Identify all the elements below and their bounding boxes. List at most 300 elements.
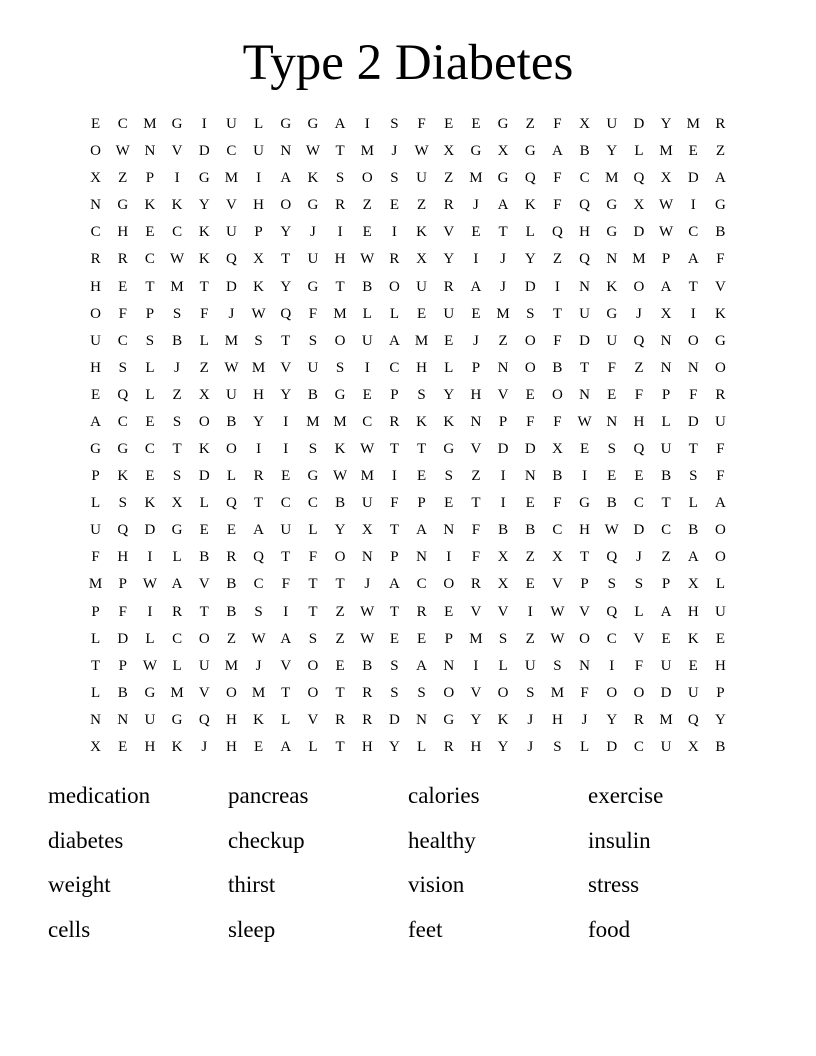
- grid-letter: K: [117, 468, 129, 485]
- grid-letter: T: [389, 603, 399, 620]
- grid-letter: A: [714, 495, 726, 512]
- grid-letter: P: [145, 305, 155, 322]
- grid-letter: A: [416, 522, 427, 539]
- grid-letter: B: [688, 522, 699, 539]
- grid-letter: V: [470, 441, 482, 458]
- grid-letter: X: [579, 116, 590, 133]
- grid-letter: O: [714, 359, 726, 376]
- grid-letter: Y: [280, 224, 292, 241]
- grid-letter: S: [172, 305, 182, 322]
- grid-letter: S: [553, 657, 562, 674]
- grid-letter: X: [198, 386, 210, 403]
- grid-letter: S: [254, 603, 263, 620]
- grid-letter: V: [470, 603, 482, 620]
- grid-letter: I: [364, 359, 370, 376]
- grid-letter: R: [362, 711, 373, 728]
- grid-letter: T: [308, 576, 318, 593]
- grid-letter: T: [281, 684, 291, 701]
- grid-letter: E: [715, 630, 725, 647]
- grid-letter: N: [660, 359, 672, 376]
- grid-letter: M: [224, 170, 239, 187]
- grid-letter: N: [443, 657, 455, 674]
- grid-letter: Q: [687, 711, 699, 728]
- grid-letter: X: [687, 738, 699, 755]
- grid-letter: W: [305, 143, 320, 160]
- grid-letter: P: [661, 251, 671, 268]
- grid-letter: G: [117, 197, 129, 214]
- grid-letter: F: [553, 170, 562, 187]
- grid-letter: N: [470, 413, 482, 430]
- grid-letter: S: [526, 305, 535, 322]
- grid-letter: C: [389, 359, 400, 376]
- grid-letter: Z: [335, 603, 345, 620]
- grid-letter: V: [198, 684, 210, 701]
- grid-letter: B: [362, 278, 373, 295]
- grid-letter: K: [334, 441, 346, 458]
- grid-letter: R: [389, 251, 400, 268]
- grid-letter: G: [198, 170, 210, 187]
- grid-letter: E: [579, 441, 590, 458]
- grid-letter: D: [660, 684, 672, 701]
- grid-letter: Q: [225, 495, 237, 512]
- grid-letter: L: [579, 738, 590, 755]
- grid-letter: P: [471, 359, 481, 376]
- grid-letter: W: [550, 603, 565, 620]
- grid-letter: E: [525, 495, 535, 512]
- grid-letter: N: [606, 251, 618, 268]
- grid-letter: M: [170, 278, 184, 295]
- grid-letter: M: [333, 305, 347, 322]
- grid-letter: P: [417, 495, 426, 512]
- grid-letter: G: [171, 116, 183, 133]
- grid-letter: P: [390, 386, 399, 403]
- grid-letter: O: [334, 549, 346, 566]
- grid-letter: A: [551, 143, 563, 160]
- grid-letter: C: [633, 738, 644, 755]
- grid-letter: K: [171, 738, 183, 755]
- grid-letter: Q: [198, 711, 210, 728]
- grid-letter: Y: [660, 116, 672, 133]
- grid-letter: S: [335, 359, 345, 376]
- grid-letter: M: [414, 332, 429, 349]
- grid-letter: M: [605, 170, 619, 187]
- grid-letter: E: [416, 305, 427, 322]
- grid-letter: B: [117, 684, 128, 701]
- grid-letter: E: [253, 738, 264, 755]
- grid-letter: X: [497, 576, 509, 593]
- grid-letter: Y: [280, 278, 292, 295]
- grid-letter: J: [472, 197, 479, 214]
- grid-letter: S: [390, 684, 399, 701]
- grid-letter: S: [308, 630, 318, 647]
- grid-letter: M: [251, 684, 266, 701]
- grid-letter: M: [659, 143, 673, 160]
- grid-letter: A: [660, 278, 672, 295]
- grid-letter: S: [172, 413, 182, 430]
- grid-letter: S: [172, 468, 182, 485]
- grid-letter: L: [416, 738, 427, 755]
- grid-letter: Y: [443, 251, 455, 268]
- grid-letter: O: [198, 413, 210, 430]
- grid-letter: P: [118, 576, 127, 593]
- grid-letter: I: [147, 549, 153, 566]
- grid-letter: V: [714, 278, 726, 295]
- grid-letter: S: [390, 657, 399, 674]
- grid-letter: X: [660, 170, 672, 187]
- grid-letter: F: [471, 549, 481, 566]
- grid-letter: E: [335, 657, 345, 674]
- grid-letter: L: [145, 359, 155, 376]
- grid-letter: H: [551, 711, 563, 728]
- grid-letter: A: [660, 603, 672, 620]
- grid-letter: O: [361, 170, 373, 187]
- grid-letter: V: [579, 603, 590, 620]
- grid-letter: O: [524, 332, 536, 349]
- grid-letter: P: [91, 603, 100, 620]
- grid-letter: H: [334, 251, 346, 268]
- grid-letter: E: [90, 386, 101, 403]
- word-bank-item: pancreas: [228, 783, 309, 809]
- grid-letter: O: [633, 684, 645, 701]
- grid-letter: E: [661, 630, 671, 647]
- grid-letter: A: [470, 278, 482, 295]
- grid-letter: U: [687, 684, 699, 701]
- grid-letter: O: [307, 657, 319, 674]
- grid-letter: H: [633, 413, 645, 430]
- grid-letter: I: [446, 549, 452, 566]
- grid-letter: U: [361, 332, 373, 349]
- grid-letter: A: [388, 332, 400, 349]
- grid-letter: Y: [334, 522, 346, 539]
- grid-letter: X: [551, 441, 563, 458]
- grid-letter: C: [606, 630, 617, 647]
- grid-letter: S: [553, 738, 562, 755]
- grid-letter: R: [443, 197, 454, 214]
- grid-letter: R: [253, 468, 264, 485]
- grid-letter: A: [416, 657, 427, 674]
- grid-letter: M: [469, 170, 483, 187]
- grid-letter: O: [443, 576, 455, 593]
- grid-letter: D: [633, 522, 645, 539]
- grid-letter: U: [606, 116, 618, 133]
- grid-letter: O: [714, 549, 726, 566]
- grid-letter: E: [444, 495, 454, 512]
- grid-letter: G: [443, 441, 455, 458]
- grid-letter: Y: [443, 386, 455, 403]
- grid-letter: I: [500, 468, 506, 485]
- grid-letter: Q: [117, 386, 129, 403]
- grid-letter: C: [117, 332, 128, 349]
- grid-letter: Z: [525, 549, 535, 566]
- grid-letter: C: [144, 251, 155, 268]
- grid-letter: V: [470, 684, 482, 701]
- grid-letter: K: [443, 413, 455, 430]
- grid-letter: G: [90, 441, 101, 458]
- grid-letter: P: [91, 468, 100, 485]
- grid-letter: L: [308, 738, 318, 755]
- grid-letter: B: [552, 468, 563, 485]
- grid-letter: M: [659, 711, 673, 728]
- grid-letter: L: [172, 657, 182, 674]
- grid-letter: T: [498, 224, 508, 241]
- grid-letter: L: [362, 305, 372, 322]
- grid-letter: U: [361, 495, 373, 512]
- grid-letter: P: [661, 386, 671, 403]
- grid-letter: M: [306, 413, 320, 430]
- grid-letter: O: [551, 386, 563, 403]
- grid-letter: E: [688, 143, 698, 160]
- grid-letter: N: [524, 468, 536, 485]
- grid-letter: I: [473, 657, 479, 674]
- grid-letter: J: [255, 657, 262, 674]
- grid-letter: U: [416, 170, 427, 187]
- grid-letter: X: [443, 143, 455, 160]
- grid-letter: B: [226, 576, 237, 593]
- grid-letter: O: [606, 684, 618, 701]
- grid-letter: U: [443, 305, 455, 322]
- grid-letter: C: [362, 413, 373, 430]
- grid-letter: X: [497, 549, 509, 566]
- grid-letter: U: [280, 522, 292, 539]
- grid-letter: J: [201, 738, 208, 755]
- grid-letter: P: [390, 549, 399, 566]
- grid-letter: R: [416, 603, 427, 620]
- grid-letter: L: [688, 495, 698, 512]
- grid-letter: Q: [253, 549, 264, 566]
- grid-letter: B: [362, 657, 373, 674]
- grid-letter: C: [579, 170, 590, 187]
- grid-letter: E: [444, 332, 454, 349]
- grid-letter: O: [633, 278, 645, 295]
- grid-letter: D: [524, 441, 536, 458]
- grid-letter: W: [550, 630, 565, 647]
- grid-letter: T: [389, 441, 399, 458]
- grid-letter: P: [444, 630, 453, 647]
- grid-letter: N: [579, 657, 590, 674]
- grid-letter: Z: [172, 386, 182, 403]
- grid-letter: E: [525, 386, 535, 403]
- grid-letter: L: [498, 657, 508, 674]
- word-bank-item: diabetes: [48, 827, 124, 853]
- grid-letter: F: [526, 413, 535, 430]
- grid-letter: C: [172, 630, 183, 647]
- grid-letter: E: [145, 224, 155, 241]
- grid-letter: G: [144, 684, 156, 701]
- grid-letter: I: [256, 170, 262, 187]
- grid-letter: B: [715, 738, 726, 755]
- grid-letter: N: [579, 386, 590, 403]
- grid-letter: F: [716, 251, 725, 268]
- grid-letter: D: [144, 522, 156, 539]
- grid-letter: K: [687, 630, 699, 647]
- grid-letter: F: [689, 386, 698, 403]
- grid-letter: G: [497, 116, 509, 133]
- grid-letter: T: [335, 143, 345, 160]
- grid-letter: Y: [470, 711, 482, 728]
- word-bank-item: stress: [588, 872, 640, 898]
- grid-letter: U: [660, 738, 672, 755]
- grid-letter: B: [579, 143, 590, 160]
- grid-letter: G: [579, 495, 590, 512]
- grid-letter: G: [470, 143, 482, 160]
- grid-letter: M: [224, 332, 239, 349]
- grid-letter: A: [388, 576, 400, 593]
- grid-letter: C: [280, 495, 291, 512]
- grid-letter: L: [226, 468, 236, 485]
- grid-letter: L: [199, 495, 209, 512]
- grid-letter: Z: [498, 332, 508, 349]
- grid-letter: I: [147, 603, 153, 620]
- grid-letter: M: [224, 657, 239, 674]
- grid-letter: H: [90, 359, 101, 376]
- grid-letter: W: [414, 143, 429, 160]
- grid-letter: V: [497, 386, 509, 403]
- grid-letter: N: [579, 278, 590, 295]
- grid-letter: Q: [633, 170, 645, 187]
- grid-letter: Y: [714, 711, 726, 728]
- grid-letter: H: [470, 386, 482, 403]
- grid-letter: F: [716, 468, 725, 485]
- grid-letter: Z: [362, 197, 372, 214]
- grid-letter: M: [686, 116, 700, 133]
- grid-letter: B: [606, 495, 617, 512]
- grid-letter: S: [498, 630, 508, 647]
- grid-letter: H: [117, 549, 129, 566]
- grid-letter: I: [554, 278, 560, 295]
- grid-letter: N: [280, 143, 292, 160]
- grid-letter: Q: [280, 305, 292, 322]
- grid-letter: G: [280, 116, 292, 133]
- grid-letter: L: [389, 305, 399, 322]
- grid-letter: I: [582, 468, 588, 485]
- grid-letter: X: [361, 522, 373, 539]
- word-bank-item: exercise: [588, 783, 664, 809]
- grid-letter: B: [307, 386, 318, 403]
- grid-letter: G: [117, 441, 129, 458]
- grid-letter: F: [553, 495, 562, 512]
- grid-letter: I: [364, 116, 370, 133]
- grid-letter: S: [118, 359, 127, 376]
- grid-letter: P: [254, 224, 263, 241]
- grid-letter: G: [307, 278, 319, 295]
- grid-letter: L: [661, 413, 671, 430]
- grid-letter: S: [308, 332, 318, 349]
- grid-letter: O: [687, 332, 699, 349]
- grid-letter: G: [334, 386, 346, 403]
- grid-letter: J: [527, 711, 534, 728]
- grid-letter: K: [416, 413, 427, 430]
- grid-letter: I: [473, 251, 479, 268]
- grid-letter: K: [171, 197, 183, 214]
- grid-letter: E: [145, 468, 155, 485]
- grid-letter: H: [579, 224, 590, 241]
- grid-letter: W: [577, 413, 592, 430]
- grid-letter: S: [607, 576, 616, 593]
- grid-letter: H: [579, 522, 590, 539]
- grid-letter: O: [579, 630, 590, 647]
- grid-letter: X: [497, 143, 509, 160]
- grid-letter: T: [416, 441, 427, 458]
- grid-letter: Y: [198, 197, 210, 214]
- grid-letter: Q: [225, 251, 237, 268]
- grid-letter: U: [90, 522, 101, 539]
- grid-letter: Z: [226, 630, 236, 647]
- grid-letter: A: [171, 576, 183, 593]
- grid-letter: M: [360, 143, 374, 160]
- grid-letter: N: [117, 711, 129, 728]
- grid-letter: P: [661, 576, 671, 593]
- grid-letter: B: [661, 468, 672, 485]
- grid-letter: N: [443, 522, 455, 539]
- grid-letter: I: [256, 441, 262, 458]
- grid-letter: Y: [606, 143, 618, 160]
- grid-letter: T: [335, 684, 345, 701]
- grid-letter: Q: [524, 170, 536, 187]
- grid-letter: Z: [118, 170, 128, 187]
- grid-letter: E: [145, 413, 155, 430]
- grid-letter: W: [142, 576, 157, 593]
- grid-letter: X: [90, 170, 101, 187]
- grid-letter: U: [307, 251, 319, 268]
- grid-letter: I: [337, 224, 343, 241]
- grid-letter: P: [118, 657, 127, 674]
- grid-letter: S: [444, 468, 453, 485]
- grid-letter: O: [280, 197, 292, 214]
- grid-letter: I: [500, 495, 506, 512]
- grid-letter: X: [253, 251, 264, 268]
- grid-letter: C: [552, 522, 563, 539]
- grid-letter: B: [498, 522, 509, 539]
- grid-letter: G: [714, 197, 726, 214]
- grid-letter: R: [443, 278, 454, 295]
- grid-letter: A: [687, 251, 699, 268]
- grid-letter: C: [688, 224, 699, 241]
- grid-letter: U: [714, 413, 726, 430]
- grid-letter: R: [633, 711, 644, 728]
- grid-letter: Z: [444, 170, 454, 187]
- grid-letter: Z: [634, 359, 644, 376]
- grid-letter: E: [362, 224, 372, 241]
- grid-letter: W: [360, 441, 375, 458]
- grid-letter: S: [417, 684, 426, 701]
- grid-letter: R: [226, 549, 237, 566]
- grid-letter: C: [416, 576, 427, 593]
- grid-letter: L: [172, 549, 182, 566]
- grid-letter: F: [553, 332, 562, 349]
- grid-letter: H: [225, 711, 237, 728]
- grid-letter: N: [90, 197, 101, 214]
- grid-letter: N: [606, 413, 618, 430]
- grid-letter: Q: [606, 603, 618, 620]
- grid-letter: K: [307, 170, 319, 187]
- grid-letter: O: [388, 278, 400, 295]
- grid-letter: T: [281, 251, 291, 268]
- grid-letter: O: [497, 684, 509, 701]
- grid-letter: S: [118, 495, 127, 512]
- grid-letter: U: [307, 359, 319, 376]
- grid-letter: D: [198, 468, 210, 485]
- grid-letter: K: [144, 197, 156, 214]
- grid-letter: G: [606, 224, 618, 241]
- grid-letter: F: [553, 197, 562, 214]
- grid-letter: S: [308, 441, 318, 458]
- grid-letter: W: [224, 359, 239, 376]
- grid-letter: C: [144, 441, 155, 458]
- grid-letter: E: [444, 603, 454, 620]
- grid-letter: T: [335, 576, 345, 593]
- word-bank-item: checkup: [228, 827, 305, 853]
- grid-letter: W: [360, 603, 375, 620]
